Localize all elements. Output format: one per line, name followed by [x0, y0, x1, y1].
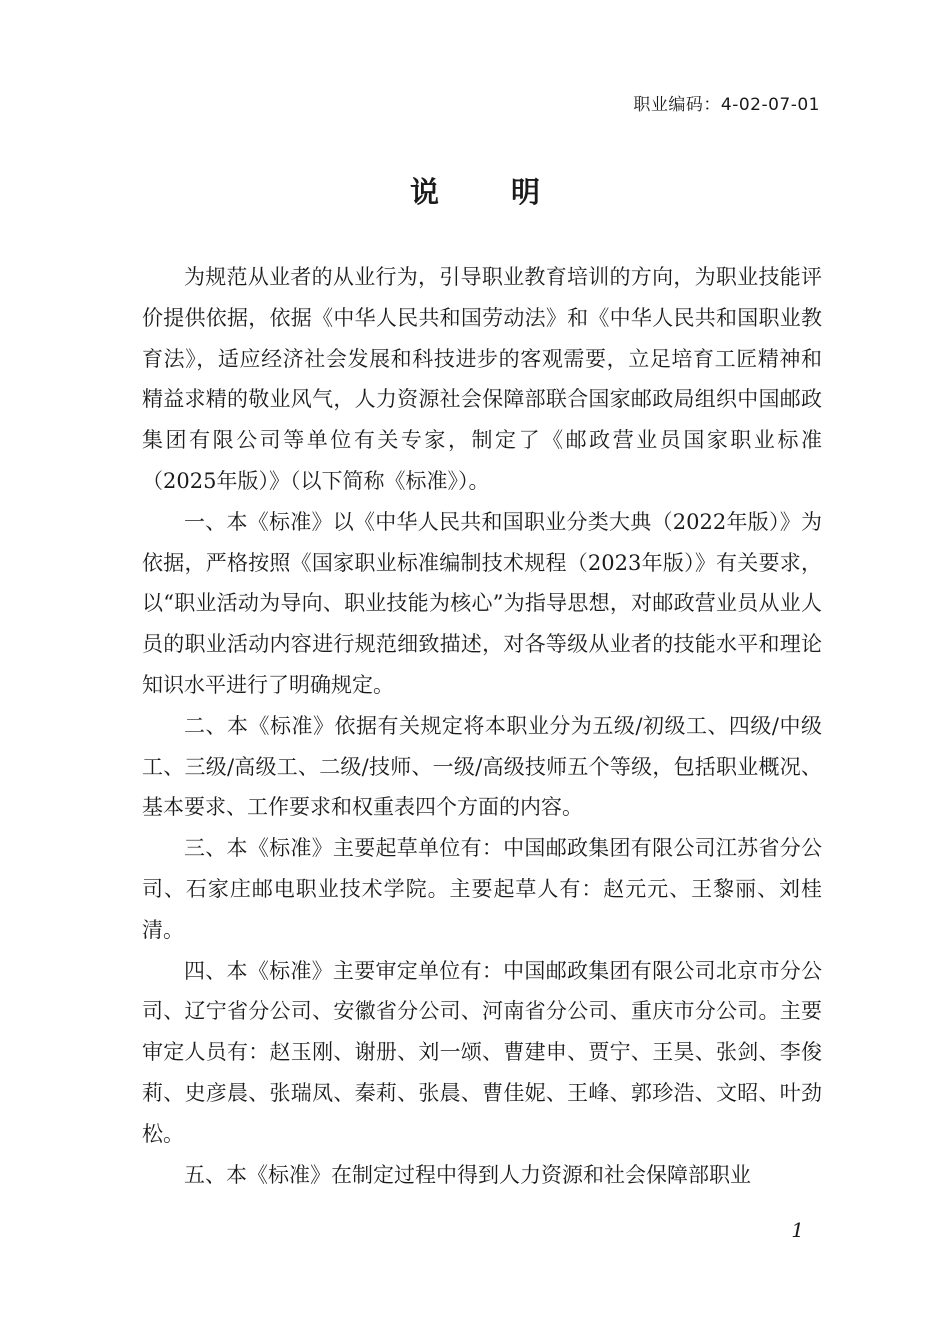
paragraph-item-1: 一、本《标准》以《中华人民共和国职业分类大典（2022年版）》为依据，严格按照《国家职业标准编制技术规程（2023年版）》有关要求，以“职业活动为导向、职业技能为核心”为指导思想，对邮政营业员从业人员的职业活动内容进行规范细致描述，对各等级从业者的技能水平和理论知识水平进行了明确规定。: [142, 509, 822, 697]
paragraph-item-3: 三、本《标准》主要起草单位有：中国邮政集团有限公司江苏省分公司、石家庄邮电职业技术学院。主要起草人有：赵元元、王黎丽、刘桂清。: [142, 836, 822, 942]
occupation-code: 职业编码：4-02-07-01: [633, 95, 820, 115]
page-number: 1: [791, 1218, 804, 1242]
paragraph-intro: 为规范从业者的从业行为，引导职业教育培训的方向，为职业技能评价提供依据，依据《中华人民共和国劳动法》和《中华人民共和国职业教育法》，适应经济社会发展和科技进步的客观需要，立足培育工匠精神和精益求精的敬业风气，人力资源社会保障部联合国家邮政局组织中国邮政集团有限公司等单位有关专家，制定了《邮政营业员国家职业标准（2025年版）》（以下简称《标准》）。: [142, 265, 822, 493]
page-title: 说明: [409, 175, 612, 209]
paragraph-item-5: 五、本《标准》在制定过程中得到人力资源和社会保障部职业: [184, 1162, 751, 1187]
paragraph-item-4: 四、本《标准》主要审定单位有：中国邮政集团有限公司北京市分公司、辽宁省分公司、安徽省分公司、河南省分公司、重庆市分公司。主要审定人员有：赵玉刚、谢册、刘一颂、曹建申、贾宁、王昊、张剑、李俊莉、史彦晨、张瑞凤、秦莉、张晨、曹佳妮、王峰、郭珍浩、文昭、叶劲松。: [142, 958, 822, 1146]
paragraph-item-2: 二、本《标准》依据有关规定将本职业分为五级/初级工、四级/中级工、三级/高级工、二级/技师、一级/高级技师五个等级，包括职业概况、基本要求、工作要求和权重表四个方面的内容。: [142, 713, 822, 820]
body-text: [142, 257, 822, 1195]
